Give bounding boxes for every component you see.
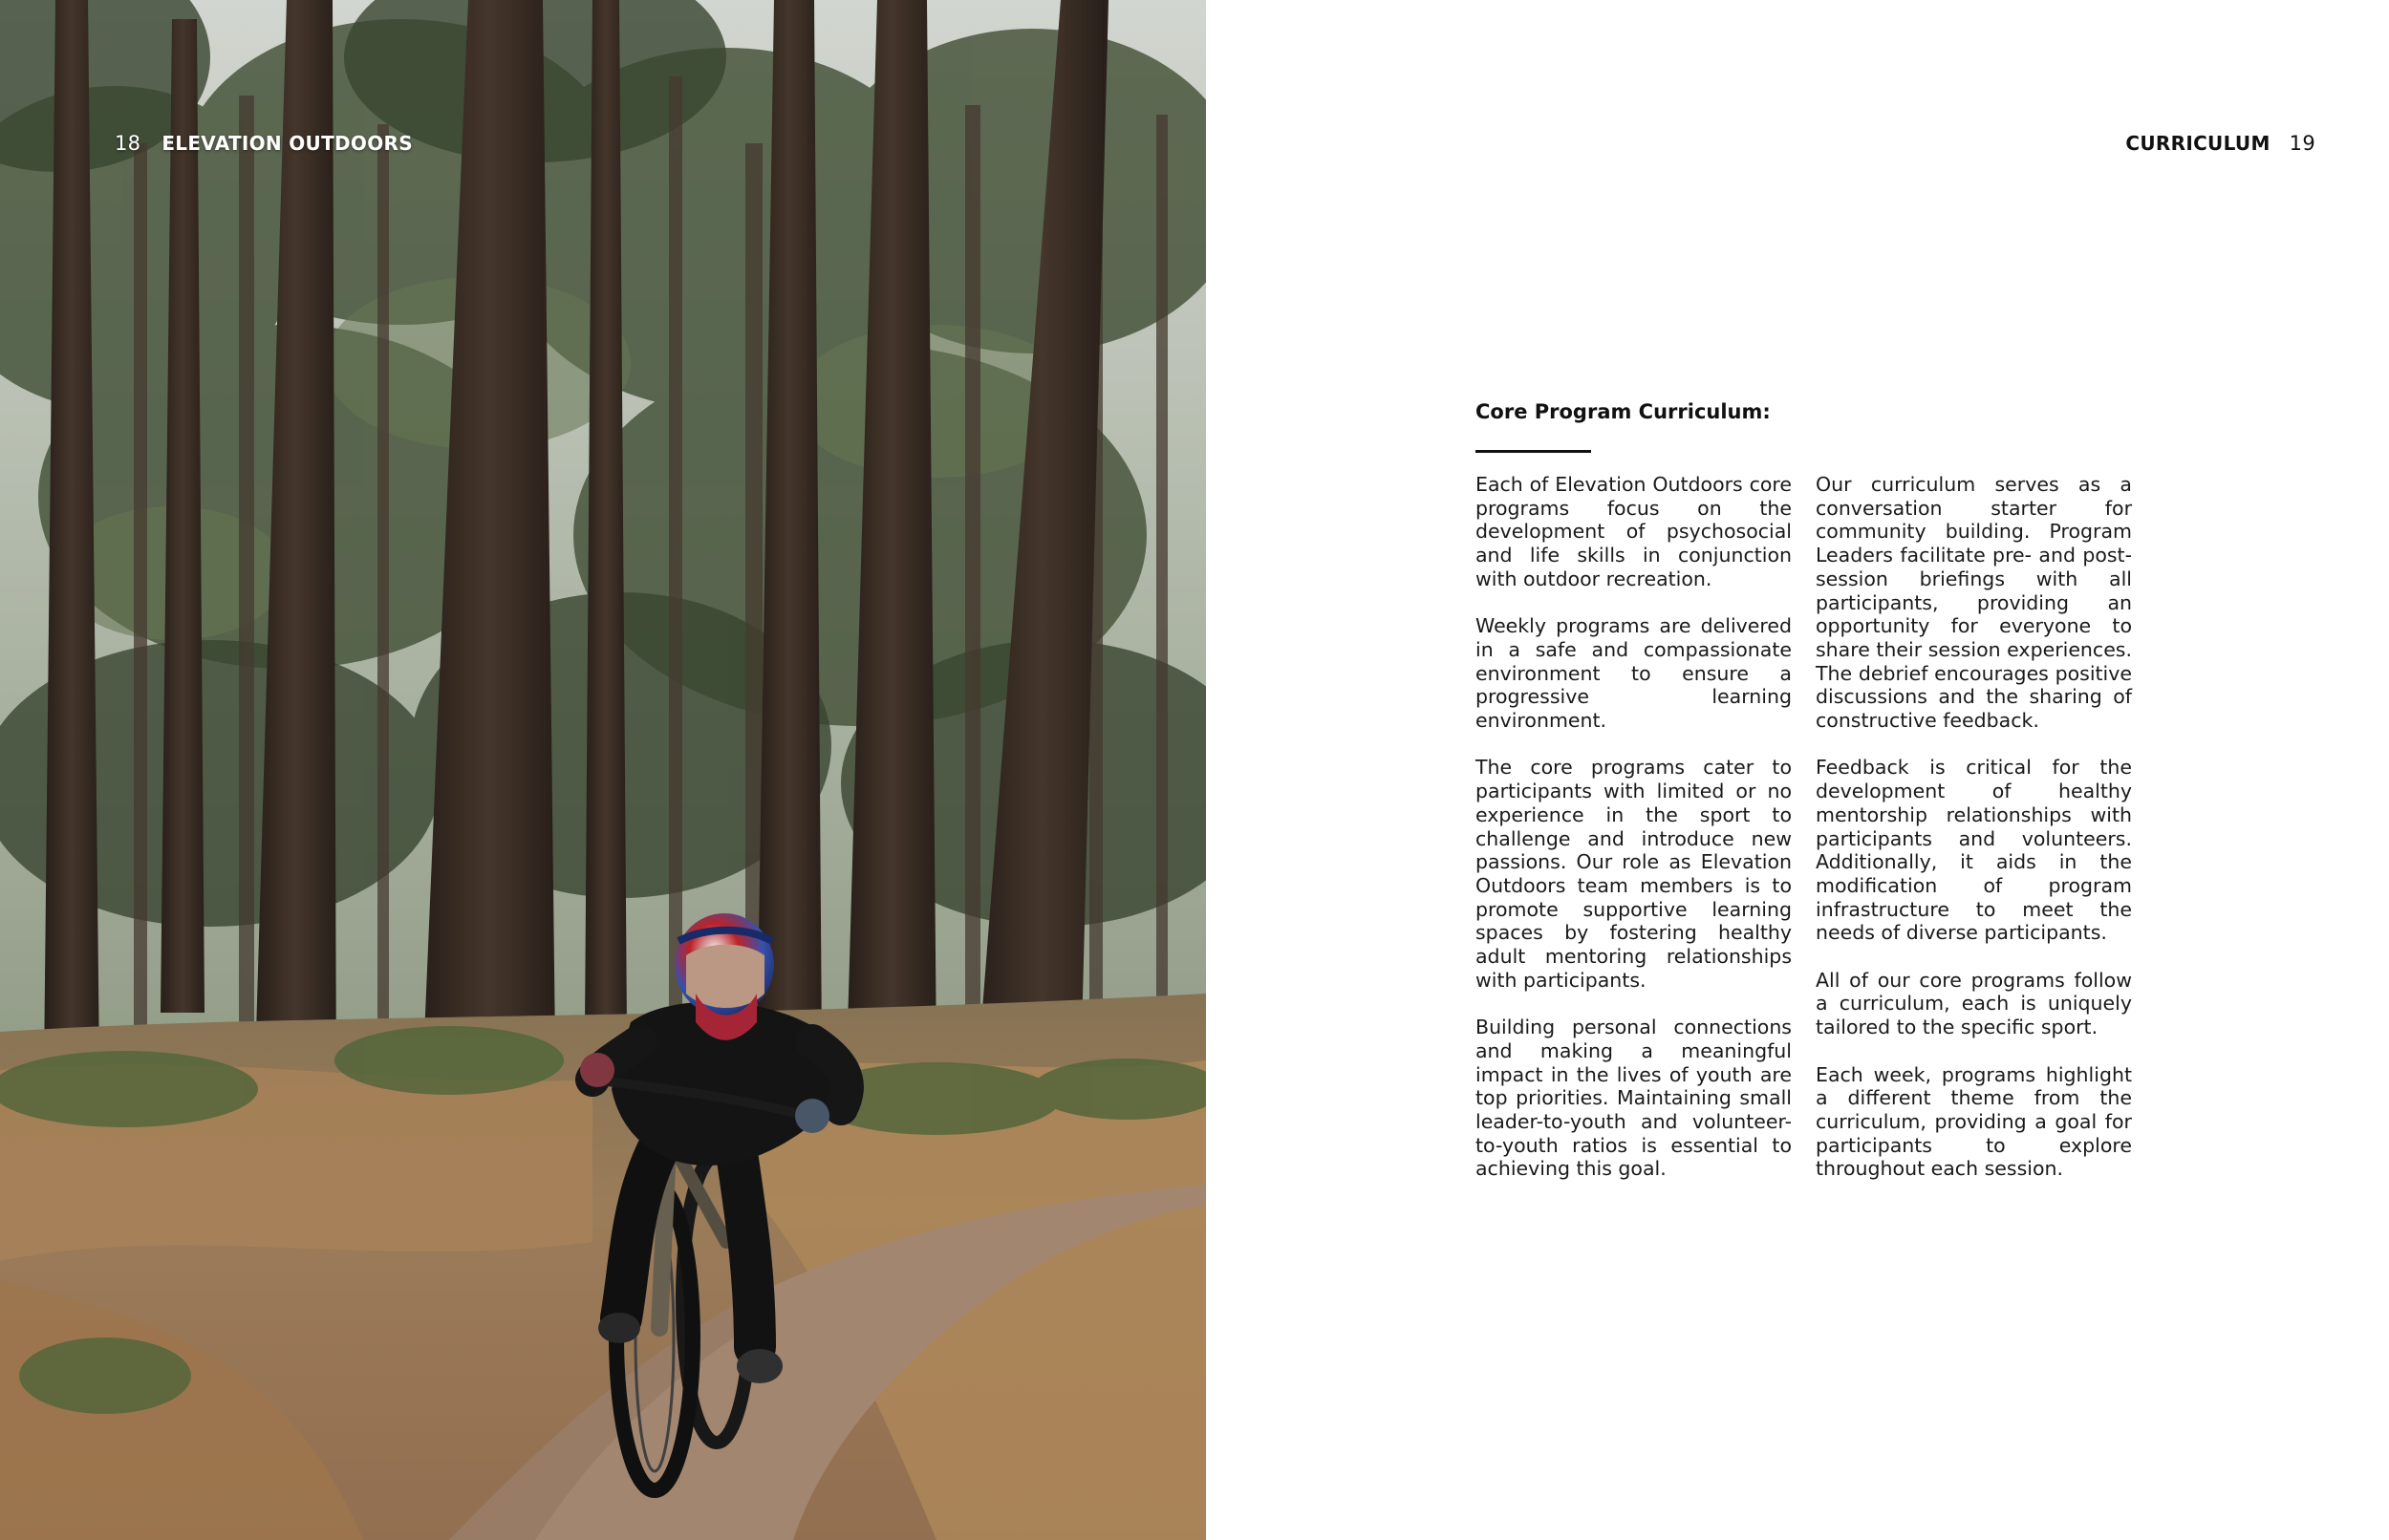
right-page-number: 19: [2289, 132, 2315, 155]
paragraph: Feedback is critical for the development of healthy mentorship relationships with participants and volunteers. Additionally, it aids in the modification of program infrastructure to meet the needs of diverse participants.: [1816, 756, 2132, 945]
body-columns: [1475, 473, 2132, 1181]
left-page-number: 18: [115, 132, 141, 155]
section-heading: Core Program Curriculum:: [1475, 400, 1771, 423]
left-folio: [115, 132, 413, 155]
left-running-head: ELEVATION OUTDOORS: [161, 132, 413, 155]
paragraph: Each week, programs highlight a different theme from the curriculum, providing a goal for participants to explore throughout each session.: [1816, 1062, 2132, 1181]
right-folio: [2125, 132, 2315, 155]
right-page: [1206, 0, 2389, 1540]
column-right: [1816, 473, 2132, 1181]
paragraph: Weekly programs are delivered in a safe and compassionate environment to ensure a progressive learning environment.: [1475, 614, 1792, 733]
heading-rule: [1475, 450, 1591, 453]
paragraph: The core programs cater to participants with limited or no experience in the sport to challenge and introduce new passions. Our role as Elevation Outdoors team members is to promote supportive learning spaces by fostering healthy adult mentoring relationships with participants.: [1475, 756, 1792, 992]
paragraph: Building personal connections and making a meaningful impact in the lives of youth are top priorities. Maintaining small leader-to-youth and volunteer-to-youth ratios is essential to achieving this goal.: [1475, 1016, 1792, 1181]
paragraph: Each of Elevation Outdoors core programs focus on the development of psychosocial and life skills in conjunction with outdoor recreation.: [1475, 473, 1792, 590]
right-running-head: CURRICULUM: [2125, 132, 2271, 155]
paragraph: Our curriculum serves as a conversation starter for community building. Program Leaders facilitate pre- and post-session briefings with all participants, providing an opportunity for everyone to share their session experiences. The debrief encourages positive discussions and the sharing of constructive feedback.: [1816, 473, 2132, 733]
paragraph: All of our core programs follow a curriculum, each is uniquely tailored to the specific sport.: [1816, 968, 2132, 1039]
column-left: [1475, 473, 1792, 1181]
